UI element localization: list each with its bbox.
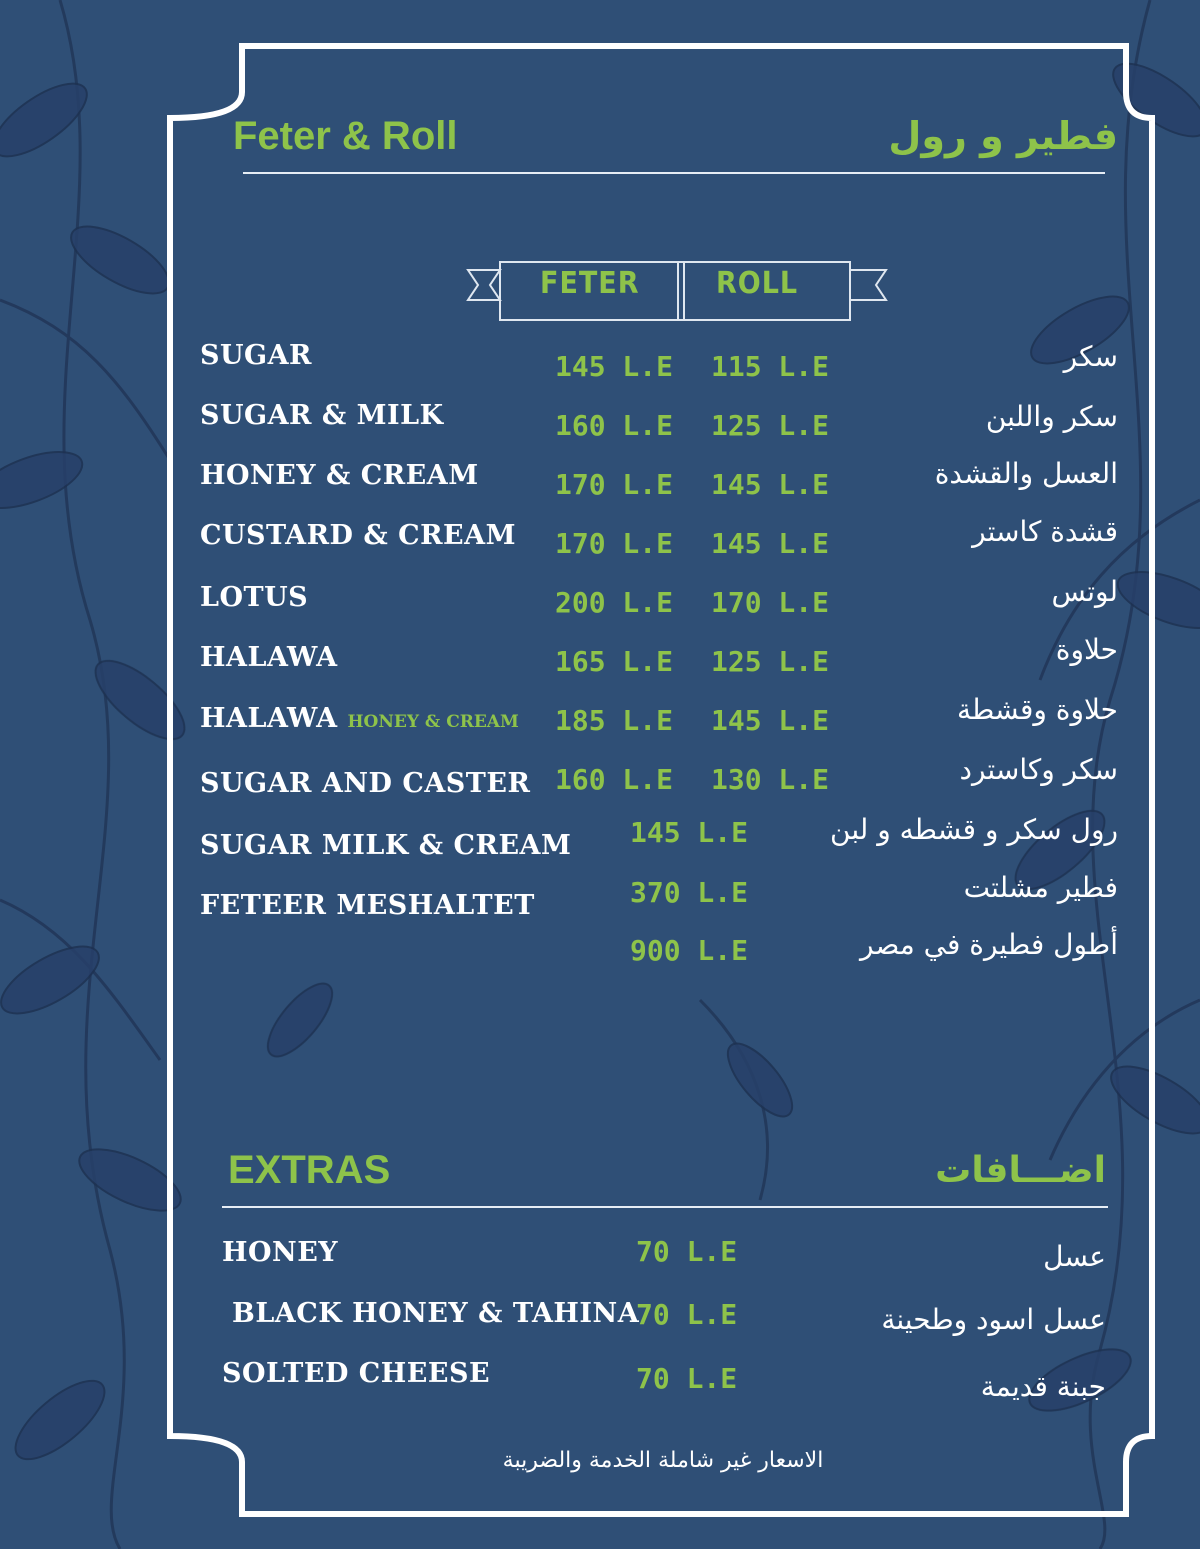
- menu-item-price-roll: 125 L.E: [711, 645, 830, 678]
- extra-item-name-en: BLACK HONEY & TAHINA: [232, 1298, 640, 1329]
- column-banner: [468, 262, 886, 320]
- extra-item-name-en: HONEY: [222, 1237, 339, 1268]
- extra-item-name-en: SOLTED CHEESE: [222, 1358, 491, 1389]
- menu-item-name-en: SUGAR MILK & CREAM: [200, 830, 572, 861]
- menu-item-name-en: SUGAR & MILK: [200, 400, 444, 431]
- menu-item-name-ar: سكر واللبن: [985, 400, 1118, 433]
- tax-note: الاسعار غير شاملة الخدمة والضريبة: [502, 1448, 824, 1473]
- menu-item-name-ar: أطول فطيرة في مصر: [860, 928, 1118, 961]
- menu-item-price-roll: 125 L.E: [711, 409, 830, 442]
- menu-item-name-en: HONEY & CREAM: [200, 460, 479, 491]
- menu-item-price-roll: 145 L.E: [711, 527, 830, 560]
- menu-item-name-en: LOTUS: [200, 582, 309, 613]
- extra-item-price: 70 L.E: [636, 1362, 738, 1395]
- menu-item-price: 900 L.E: [630, 934, 749, 967]
- header-divider: [243, 172, 1105, 174]
- menu-item-name-en: FETEER MESHALTET: [200, 890, 535, 921]
- extras-title-en: EXTRAS: [228, 1148, 391, 1192]
- menu-item-price-feter: 160 L.E: [555, 763, 674, 796]
- menu-item-name-en: HALAWA: [200, 642, 338, 673]
- menu-item-name-ar: حلاوة وقشطة: [957, 693, 1118, 726]
- menu-item-price-roll: 145 L.E: [711, 468, 830, 501]
- menu-item-name-ar: فطير مشلتت: [963, 871, 1118, 904]
- menu-item-name-en: SUGAR AND CASTER: [200, 768, 531, 799]
- menu-item-price-feter: 200 L.E: [555, 586, 674, 619]
- extra-item-name-ar: عسل: [1043, 1240, 1106, 1273]
- menu-item-price-feter: 170 L.E: [555, 527, 674, 560]
- extra-item-name-ar: عسل اسود وطحينة: [881, 1303, 1106, 1336]
- menu-item-price-feter: 170 L.E: [555, 468, 674, 501]
- menu-item-name-en: [200, 703, 519, 734]
- menu-item-price-roll: 145 L.E: [711, 704, 830, 737]
- menu-item-price-feter: 160 L.E: [555, 409, 674, 442]
- menu-item-price-roll: 115 L.E: [711, 350, 830, 383]
- menu-item-price-feter: 185 L.E: [555, 704, 674, 737]
- menu-item-name-ar: رول سكر و قشطه و لبن: [830, 813, 1118, 846]
- menu-item-price: 370 L.E: [630, 876, 749, 909]
- menu-item-price-feter: 145 L.E: [555, 350, 674, 383]
- menu-item-name-ar: حلاوة: [1055, 633, 1118, 666]
- menu-item-price-roll: 170 L.E: [711, 586, 830, 619]
- menu-item-name-en: SUGAR: [200, 340, 312, 371]
- menu-item-name-ar: سكر: [1063, 340, 1118, 373]
- menu-item-name-ar: العسل والقشدة: [934, 457, 1118, 490]
- menu-item-price-feter: 165 L.E: [555, 645, 674, 678]
- extra-item-price: 70 L.E: [636, 1298, 738, 1331]
- section-title-en: Feter & Roll: [233, 114, 458, 158]
- column-label-roll: ROLL: [716, 266, 799, 301]
- menu-item-name-en: CUSTARD & CREAM: [200, 520, 516, 551]
- menu-item-name-ar: لوتس: [1051, 575, 1118, 608]
- menu-item-sublabel: HONEY & CREAM: [347, 712, 519, 732]
- section-title-ar: فطير و رول: [888, 114, 1118, 158]
- menu-item-price: 145 L.E: [630, 816, 749, 849]
- column-label-feter: FETER: [540, 266, 640, 301]
- menu-item-name-ar: قشدة كاستر: [972, 515, 1118, 548]
- menu-item-name-ar: سكر وكاسترد: [959, 753, 1118, 786]
- extras-title-ar: اضـــافات: [935, 1150, 1106, 1191]
- menu-item-label: HALAWA: [200, 703, 338, 734]
- extra-item-price: 70 L.E: [636, 1235, 738, 1268]
- extras-divider: [222, 1206, 1108, 1208]
- extra-item-name-ar: جبنة قديمة: [980, 1370, 1106, 1403]
- menu-item-price-roll: 130 L.E: [711, 763, 830, 796]
